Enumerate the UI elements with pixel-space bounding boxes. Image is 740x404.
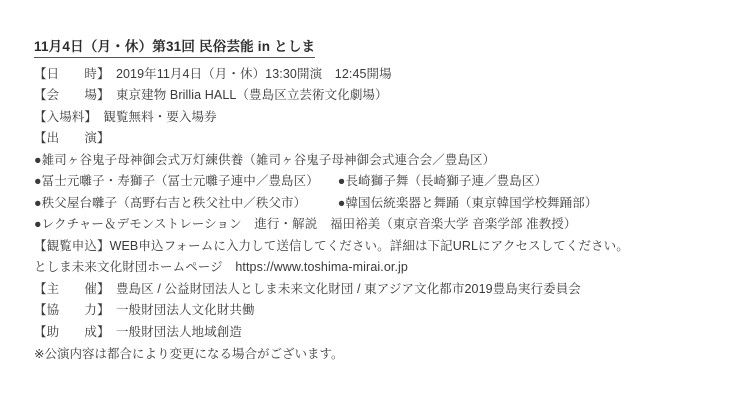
event-details-block bbox=[34, 40, 706, 361]
title-row bbox=[34, 40, 706, 58]
page-title: 11月4日（月・休）第31回 民俗芸能 in としま bbox=[34, 40, 315, 58]
detail-line-cooperation: 【協 力】 一般財団法人文化財共働 bbox=[34, 303, 255, 317]
performer-item-1: ●雑司ヶ谷鬼子母神御会式万灯練供養（雑司ヶ谷鬼子母神御会式連合会／豊島区） bbox=[34, 152, 496, 167]
detail-line-admission: 【入場料】 観覧無料・要入場券 bbox=[34, 109, 217, 124]
performer-item-3: ●秩父屋台囃子（髙野右吉と秩父社中／秩父市） ●韓国伝統楽器と舞踊（東京韓国学校舞踊部） bbox=[34, 195, 598, 210]
performer-item-4: ●レクチャー＆デモンストレーション 進行・解説 福田裕美（東京音楽大学 音楽学部 准教授） bbox=[34, 217, 577, 231]
detail-line-venue: 【会 場】 東京建物 Brillia HALL（豊島区立芸術文化劇場） bbox=[34, 88, 388, 102]
detail-line-grant: 【助 成】 一般財団法人地域創造 bbox=[34, 324, 242, 339]
foundation-homepage-line[interactable]: としま未来文化財団ホームページ https://www.toshima-mirai.or.jp bbox=[34, 260, 408, 274]
footnote: ※公演内容は都合により変更になる場合がございます。 bbox=[34, 347, 344, 361]
detail-line-performers-heading: 【出 演】 bbox=[34, 131, 110, 145]
detail-line-application: 【観覧申込】WEB申込フォームに入力して送信してください。詳細は下記URLにアクセスしてください。 bbox=[34, 238, 629, 253]
detail-line-organizer: 【主 催】 豊島区 / 公益財団法人としま未来文化財団 / 東アジア文化都市2019豊島実行委員会 bbox=[34, 281, 581, 296]
detail-line-date: 【日 時】 2019年11月4日（月・休）13:30開演 12:45開場 bbox=[34, 66, 392, 81]
performer-item-2: ●冨士元囃子・寿獅子（冨士元囃子連中／豊島区） ●長崎獅子舞（長崎獅子連／豊島区） bbox=[34, 174, 548, 188]
